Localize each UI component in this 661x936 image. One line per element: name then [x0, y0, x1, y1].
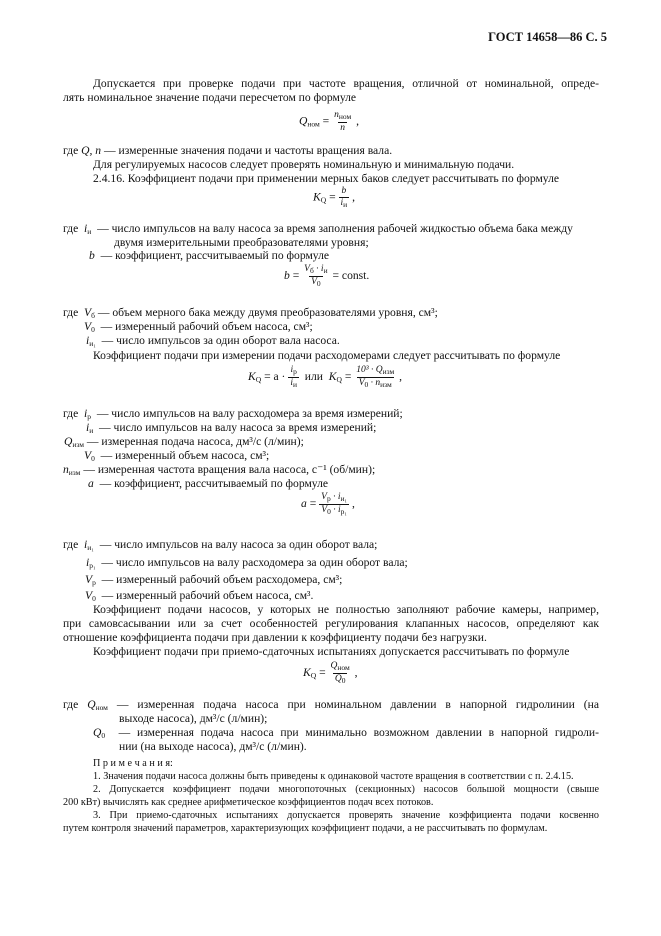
definition-line: $V_0$ — измеренный рабочий объем насоса, см³; — [84, 320, 313, 334]
note-line: 2. Допускается коэффициент подачи многопоточных (секционных) насосов большой мощности (свыше — [93, 784, 599, 795]
definition-line: где $i_р$ — число импульсов на валу расходомера за время измерений; — [63, 407, 403, 421]
definition-line: $V_р$ — измеренный рабочий объем расходомера, см³; — [85, 573, 343, 587]
note-line: 1. Значения подачи насоса должны быть приведены к одинаковой частоте вращения в соответствии с п. 2.4.15. — [93, 771, 574, 782]
paragraph-line: Коэффициент подачи насосов, у которых не полностью заполняют рабочие камеры, например, — [93, 603, 599, 616]
paragraph-line: отношение коэффициента подачи при давлении к коэффициенту подачи без нагрузки. — [63, 631, 487, 644]
note-line: 3. При приемо-сдаточных испытаниях допускается проверять значение коэффициента подачи косвенно — [93, 810, 599, 821]
definition-line: где Q, n — измеренные значения подачи и частоты вращения вала. — [63, 144, 393, 157]
paragraph-line: Коэффициент подачи при приемо-сдаточных испытаниях допускается рассчитывать по формуле — [93, 645, 570, 658]
definition-line: где $i_{и_1}$ — число импульсов на валу насоса за один оборот вала; — [63, 538, 378, 552]
definition-line: $Q_0$ — измеренная подача насоса при минимально возможном давлении в напорной гидроли- — [93, 726, 599, 740]
paragraph-line: Для регулируемых насосов следует проверять номинальную и минимальную подачи. — [93, 158, 515, 171]
notes-title: П р и м е ч а н и я: — [93, 758, 173, 769]
note-line: путем контроля значений параметров, характеризующих коэффициент подачи, а не рассчитывать по формулам. — [63, 823, 548, 834]
definition-line: $V_0$ — измеренный объем насоса, см³; — [84, 449, 270, 463]
formula-q-nom: $Q_{ном}$ = $\frac{n_{ном}}{n}$ , — [299, 110, 360, 133]
definition-line: $V_0$ — измеренный рабочий объем насоса, см³. — [85, 589, 314, 603]
definition-line: выходе насоса), дм³/с (л/мин); — [119, 712, 268, 725]
definition-line: где $i_и$ — число импульсов на валу насоса за время заполнения рабочей жидкостью объема бака между — [63, 222, 573, 236]
paragraph-line: Коэффициент подачи при измерении подачи расходомерами следует рассчитывать по формуле — [93, 349, 561, 362]
definition-line: нии (на выходе насоса), дм³/с (л/мин). — [119, 740, 307, 753]
definition-line: $i_{и_1}$ — число импульсов за один оборот вала насоса. — [86, 334, 340, 348]
definition-line: $i_и$ — число импульсов на валу насоса за время измерений; — [86, 421, 377, 435]
paragraph-line: Допускается при проверке подачи при частоте вращения, отличной от номинальной, опреде- — [93, 77, 599, 90]
formula-a: a = $\frac{V_р \cdot i_{и_1}}{V_0 \cdot i_{р_1}}$ , — [301, 492, 355, 516]
definition-line: где $V_б$ — объем мерного бака между двумя преобразователями уровня, см³; — [63, 306, 438, 320]
definition-line: $Q_{изм}$ — измеренная подача насоса, дм³/с (л/мин); — [64, 435, 304, 449]
formula-kq-flowmeter: $K_Q = a$ · $\frac{i_р}{i_и}$ или $K_Q$ = $\frac{10^3 \cdot Q_{изм}}{V_0 \cdot n_{изм}}$ , — [248, 365, 403, 389]
definition-line: a — коэффициент, рассчитываемый по формуле — [88, 477, 329, 490]
definition-line: $n_{изм}$ — измеренная частота вращения вала насоса, с⁻¹ (об/мин); — [63, 463, 376, 477]
note-line: 200 кВт) вычислять как среднее арифметическое коэффициентов подач всех потоков. — [63, 797, 434, 808]
paragraph-line: лять номинальное значение подачи пересчетом по формуле — [63, 91, 357, 104]
formula-kq-acceptance: $K_Q$ = $\frac{Q_{ном}}{Q_0}$ , — [303, 661, 358, 685]
definition-line: где $Q_{ном}$ — измеренная подача насоса при номинальном давлении в напорной гидролинии (на — [63, 698, 599, 712]
definition-line: b — коэффициент, рассчитываемый по формуле — [89, 249, 330, 262]
paragraph-line: 2.4.16. Коэффициент подачи при применении мерных баков следует рассчитывать по формуле — [93, 172, 560, 185]
page-header: ГОСТ 14658—86 С. 5 — [488, 30, 607, 44]
formula-kq-b: $K_Q$ = $\frac{b}{i_и}$ , — [313, 186, 355, 209]
paragraph-line: при самовсасывании или за счет особенностей регулирования клапанных насосов, определяют как — [63, 617, 599, 630]
definition-line: $i_{р_1}$ — число импульсов на валу расходомера за один оборот вала; — [86, 556, 408, 570]
formula-b: b = $\frac{V_б \cdot i_и}{V_0}$ = const. — [284, 264, 370, 288]
definition-line: двумя измерительными преобразователями уровня; — [114, 236, 369, 249]
